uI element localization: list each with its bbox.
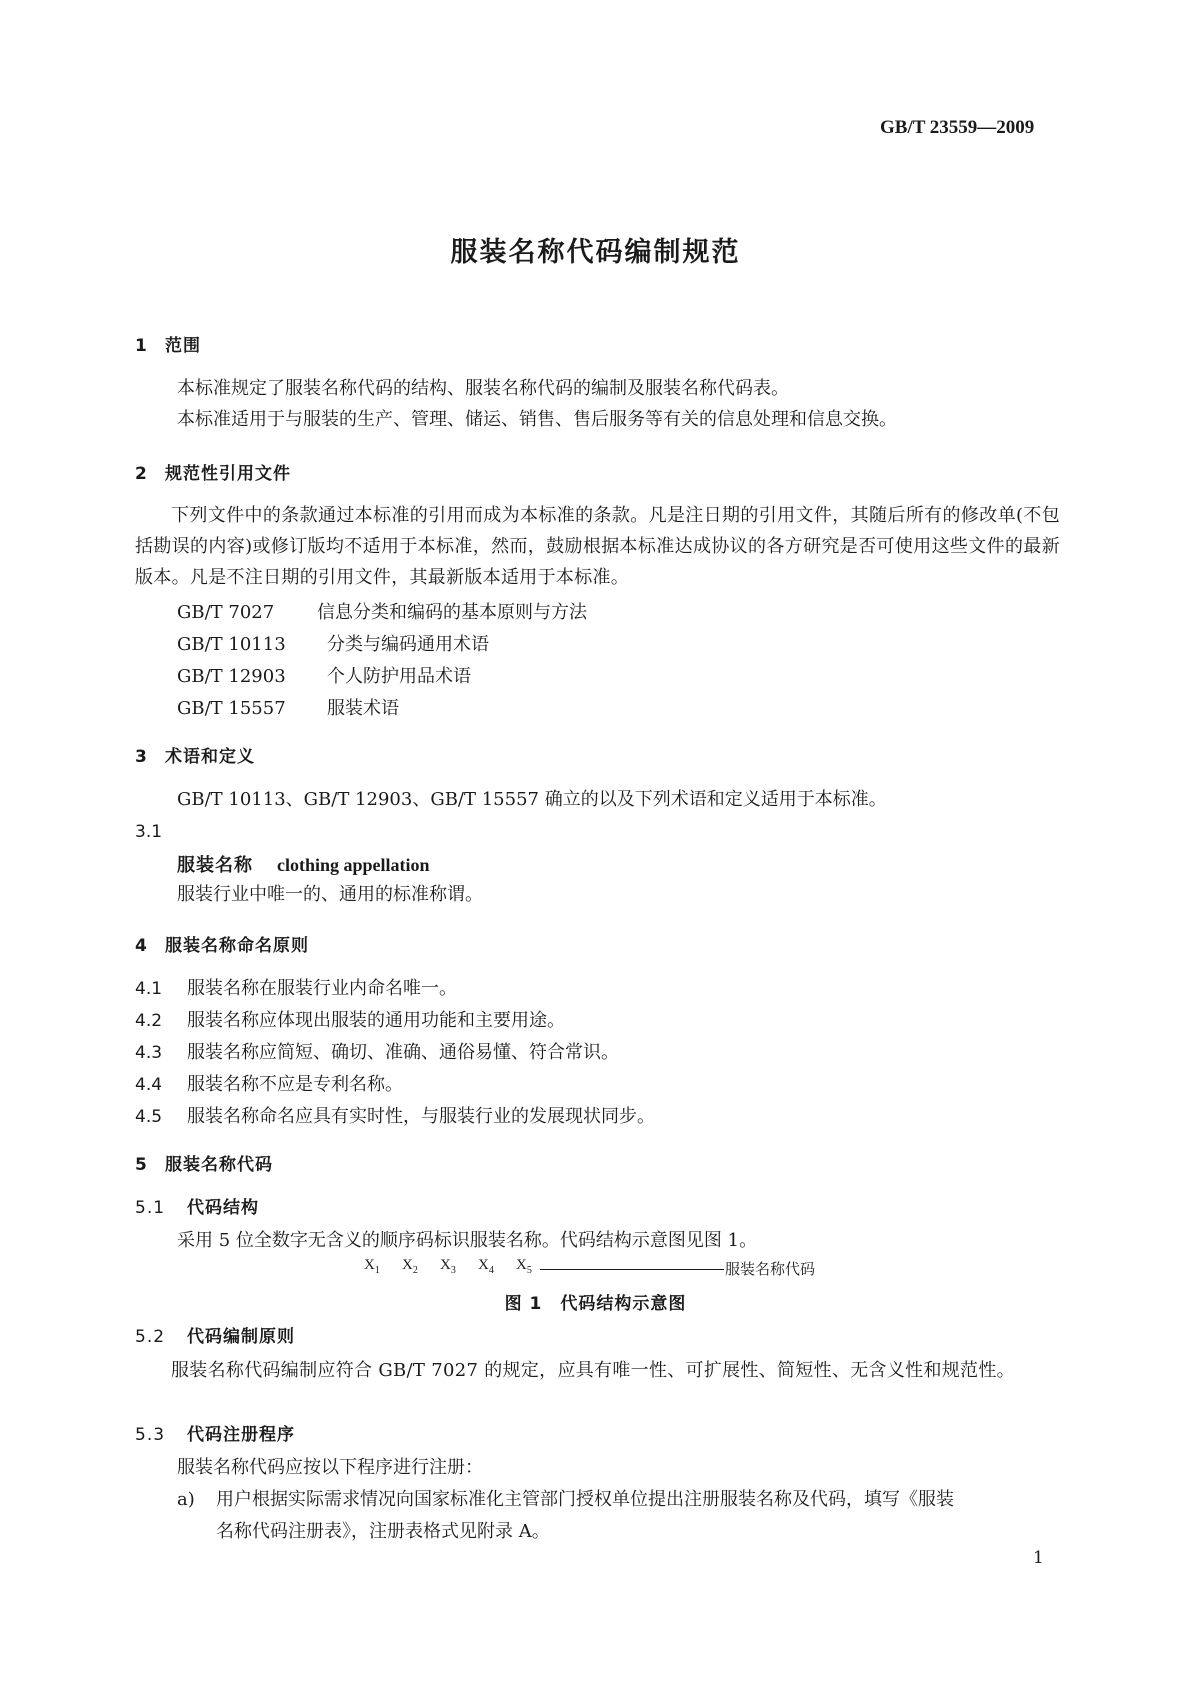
section-number: 2 (135, 464, 148, 484)
subsection-title: 代码结构 (187, 1198, 259, 1218)
subsection-title: 代码编制原则 (187, 1327, 295, 1347)
reference-item (177, 694, 399, 720)
reference-title: 分类与编码通用术语 (327, 634, 489, 655)
section-title: 服装名称代码 (165, 1155, 273, 1175)
paragraph: 服装名称代码应按以下程序进行注册： (177, 1457, 483, 1478)
reference-title: 个人防护用品术语 (327, 666, 471, 687)
section-3-heading (135, 742, 255, 767)
term-number: 3.1 (135, 822, 163, 842)
list-item (135, 1102, 655, 1132)
page-title: 服装名称代码编制规范 (450, 237, 741, 268)
list-item (135, 974, 457, 1004)
section-title: 术语和定义 (165, 747, 255, 767)
term-cn: 服装名称 (177, 855, 253, 876)
section-title: 范围 (165, 336, 201, 356)
code-structure-figure (364, 1257, 544, 1276)
figure-connector-line (540, 1269, 724, 1270)
paragraph: 本标准规定了服装名称代码的结构、服装名称代码的编制及服装名称代码表。 (177, 378, 789, 399)
item-number: 4.4 (135, 1075, 163, 1095)
term-heading (177, 851, 430, 877)
list-item (135, 1038, 619, 1068)
figure-label: 服装名称代码 (725, 1260, 816, 1278)
section-number: 4 (135, 936, 148, 956)
subsection-5-1-heading (135, 1193, 259, 1218)
item-number: 4.5 (135, 1107, 163, 1127)
list-item (135, 1006, 565, 1036)
section-number: 1 (135, 336, 148, 356)
item-text: 服装名称命名应具有实时性，与服装行业的发展现状同步。 (187, 1106, 655, 1127)
list-item-text: 用户根据实际需求情况向国家标准化主管部门授权单位提出注册服装名称及代码，填写《服装 (216, 1489, 954, 1510)
section-5-heading (135, 1150, 273, 1175)
subsection-number: 5.3 (135, 1425, 166, 1445)
item-text: 服装名称应体现出服装的通用功能和主要用途。 (187, 1010, 565, 1031)
paragraph: 服装名称代码编制应符合 GB/T 7027 的规定，应具有唯一性、可扩展性、简短性、无含义性和规范性。 (171, 1360, 1015, 1381)
item-text: 服装名称应简短、确切、准确、通俗易懂、符合常识。 (187, 1042, 619, 1063)
subsection-number: 5.1 (135, 1198, 166, 1218)
section-1-heading (135, 331, 201, 356)
code-digit: $X_1$ (364, 1257, 380, 1276)
reference-title: 服装术语 (327, 698, 399, 719)
reference-code: GB/T 10113 (177, 634, 286, 655)
reference-code: GB/T 15557 (177, 698, 286, 719)
subsection-5-2-heading (135, 1322, 295, 1347)
reference-item (177, 630, 489, 656)
code-digit: $X_3$ (440, 1257, 456, 1276)
section-title: 规范性引用文件 (165, 464, 291, 484)
list-item-text: 名称代码注册表》，注册表格式见附录 A。 (216, 1521, 550, 1542)
code-digit: $X_2$ (402, 1257, 418, 1276)
paragraph: 本标准适用于与服装的生产、管理、储运、销售、售后服务等有关的信息处理和信息交换。 (177, 409, 897, 430)
term-en: clothing appellation (277, 855, 430, 875)
paragraph: 下列文件中的条款通过本标准的引用而成为本标准的条款。凡是注日期的引用文件，其随后所有的修改单(不包括勘误的内容)或修订版均不适用于本标准，然而，鼓励根据本标准达成协议的各方研究是否可使用这些文件的最新版本。凡是不注日期的引用文件，其最新版本适用于本标准。 (135, 505, 1060, 588)
item-text: 服装名称不应是专利名称。 (187, 1074, 403, 1095)
section-number: 3 (135, 747, 148, 767)
subsection-5-3-heading (135, 1420, 295, 1445)
list-item (135, 1070, 403, 1100)
list-item-label: a) (177, 1489, 195, 1510)
paragraph: GB/T 10113、GB/T 12903、GB/T 15557 确立的以及下列术语和定义适用于本标准。 (177, 789, 887, 810)
reference-code: GB/T 7027 (177, 602, 275, 623)
section-number: 5 (135, 1155, 148, 1175)
item-number: 4.1 (135, 979, 163, 999)
subsection-title: 代码注册程序 (187, 1425, 295, 1445)
page-number: 1 (1033, 1548, 1044, 1568)
term-definition: 服装行业中唯一的、通用的标准称谓。 (177, 884, 483, 905)
section-4-heading (135, 931, 309, 956)
figure-caption: 图 1 代码结构示意图 (504, 1294, 687, 1314)
reference-title: 信息分类和编码的基本原则与方法 (317, 602, 587, 623)
section-2-heading (135, 459, 291, 484)
code-digit: $X_4$ (478, 1257, 494, 1276)
paragraph: 采用 5 位全数字无含义的顺序码标识服装名称。代码结构示意图见图 1。 (177, 1230, 758, 1251)
item-number: 4.2 (135, 1011, 163, 1031)
item-number: 4.3 (135, 1043, 163, 1063)
item-text: 服装名称在服装行业内命名唯一。 (187, 978, 457, 999)
code-digit: $X_5$ (516, 1257, 532, 1276)
standard-number: GB/T 23559—2009 (880, 117, 1035, 138)
reference-code: GB/T 12903 (177, 666, 286, 687)
subsection-number: 5.2 (135, 1327, 166, 1347)
reference-item (177, 598, 587, 624)
reference-item (177, 662, 471, 688)
section-title: 服装名称命名原则 (165, 936, 309, 956)
